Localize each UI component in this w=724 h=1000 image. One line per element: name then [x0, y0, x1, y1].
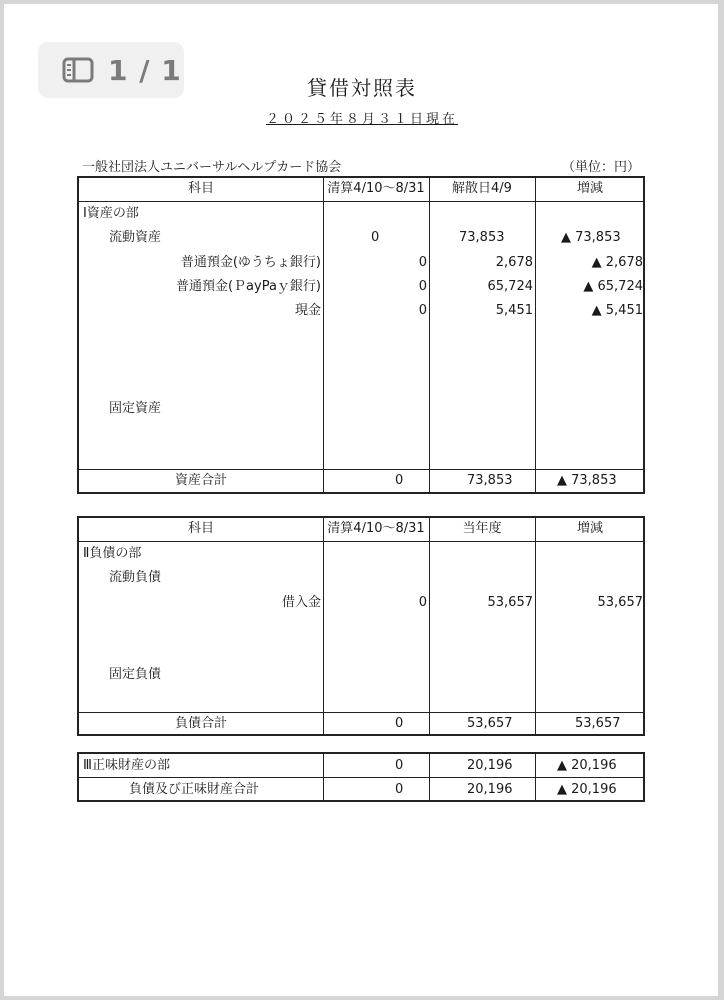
cell-value: ▲ 20,196 [557, 758, 617, 773]
unit-label: （単位：円） [562, 160, 641, 175]
cell-value: ▲ 2,678 [591, 255, 643, 270]
page-indicator-text: 1 / 1 [108, 53, 182, 87]
column-header: 増減 [576, 521, 603, 536]
cell-value: 20,196 [467, 758, 513, 773]
column-header: 科目 [187, 521, 214, 536]
cell-value: 2,678 [495, 255, 533, 270]
cell-value: 0 [418, 255, 427, 270]
assets-table [77, 176, 645, 494]
total-value: ▲ 73,853 [557, 473, 617, 488]
section-title: Ⅱ負債の部 [83, 546, 142, 561]
grand-total-value: 0 [395, 782, 404, 797]
row-label: 流動負債 [109, 570, 162, 585]
column-header: 解散日4/9 [452, 181, 512, 196]
total-value: 0 [395, 716, 404, 731]
row-label: 現金 [294, 303, 321, 318]
row-label: 固定負債 [109, 667, 162, 682]
cell-value: 73,853 [459, 230, 505, 245]
total-label: 資産合計 [174, 473, 227, 488]
row-label: 固定資産 [109, 401, 162, 416]
total-value: 73,853 [467, 473, 513, 488]
row-label: 普通預金(ＰayPaｙ銀行) [175, 279, 321, 294]
liabilities-table [77, 516, 645, 736]
total-value: 53,657 [575, 716, 621, 731]
grand-total-value: 20,196 [467, 782, 513, 797]
column-header: 増減 [576, 181, 603, 196]
cell-value: 0 [418, 279, 427, 294]
row-label: 借入金 [281, 595, 321, 610]
section-title: Ⅰ資産の部 [83, 206, 139, 221]
cell-value: ▲ 5,451 [591, 303, 643, 318]
total-label: 負債合計 [174, 716, 227, 731]
grand-total-value: ▲ 20,196 [557, 782, 617, 797]
cell-value: 0 [371, 230, 380, 245]
document-title: 貸借対照表 [307, 76, 417, 100]
row-label: 流動資産 [109, 230, 162, 245]
cell-value: ▲ 65,724 [583, 279, 643, 294]
document-date: ２０２５年８月３１日現在 [265, 112, 458, 127]
total-value: 53,657 [467, 716, 513, 731]
cell-value: 0 [418, 303, 427, 318]
cell-value: 0 [418, 595, 427, 610]
row-label: 普通預金(ゆうちょ銀行) [180, 255, 321, 270]
document-page [4, 4, 718, 996]
column-header: 清算4/10～8/31 [327, 181, 425, 196]
cell-value: ▲ 73,853 [561, 230, 621, 245]
cell-value: 53,657 [597, 595, 643, 610]
cell-value: 65,724 [487, 279, 533, 294]
grand-total-label: 負債及び正味財産合計 [129, 782, 260, 797]
net-assets-table [77, 752, 645, 802]
organization-name: 一般社団法人ユニバーサルヘルプカード協会 [82, 160, 342, 175]
total-value: 0 [395, 473, 404, 488]
column-header: 当年度 [462, 521, 502, 536]
cell-value: 5,451 [495, 303, 533, 318]
column-header: 科目 [187, 181, 214, 196]
row-label: Ⅲ正味財産の部 [83, 758, 170, 773]
column-header: 清算4/10～8/31 [327, 521, 425, 536]
cell-value: 0 [395, 758, 404, 773]
cell-value: 53,657 [487, 595, 533, 610]
